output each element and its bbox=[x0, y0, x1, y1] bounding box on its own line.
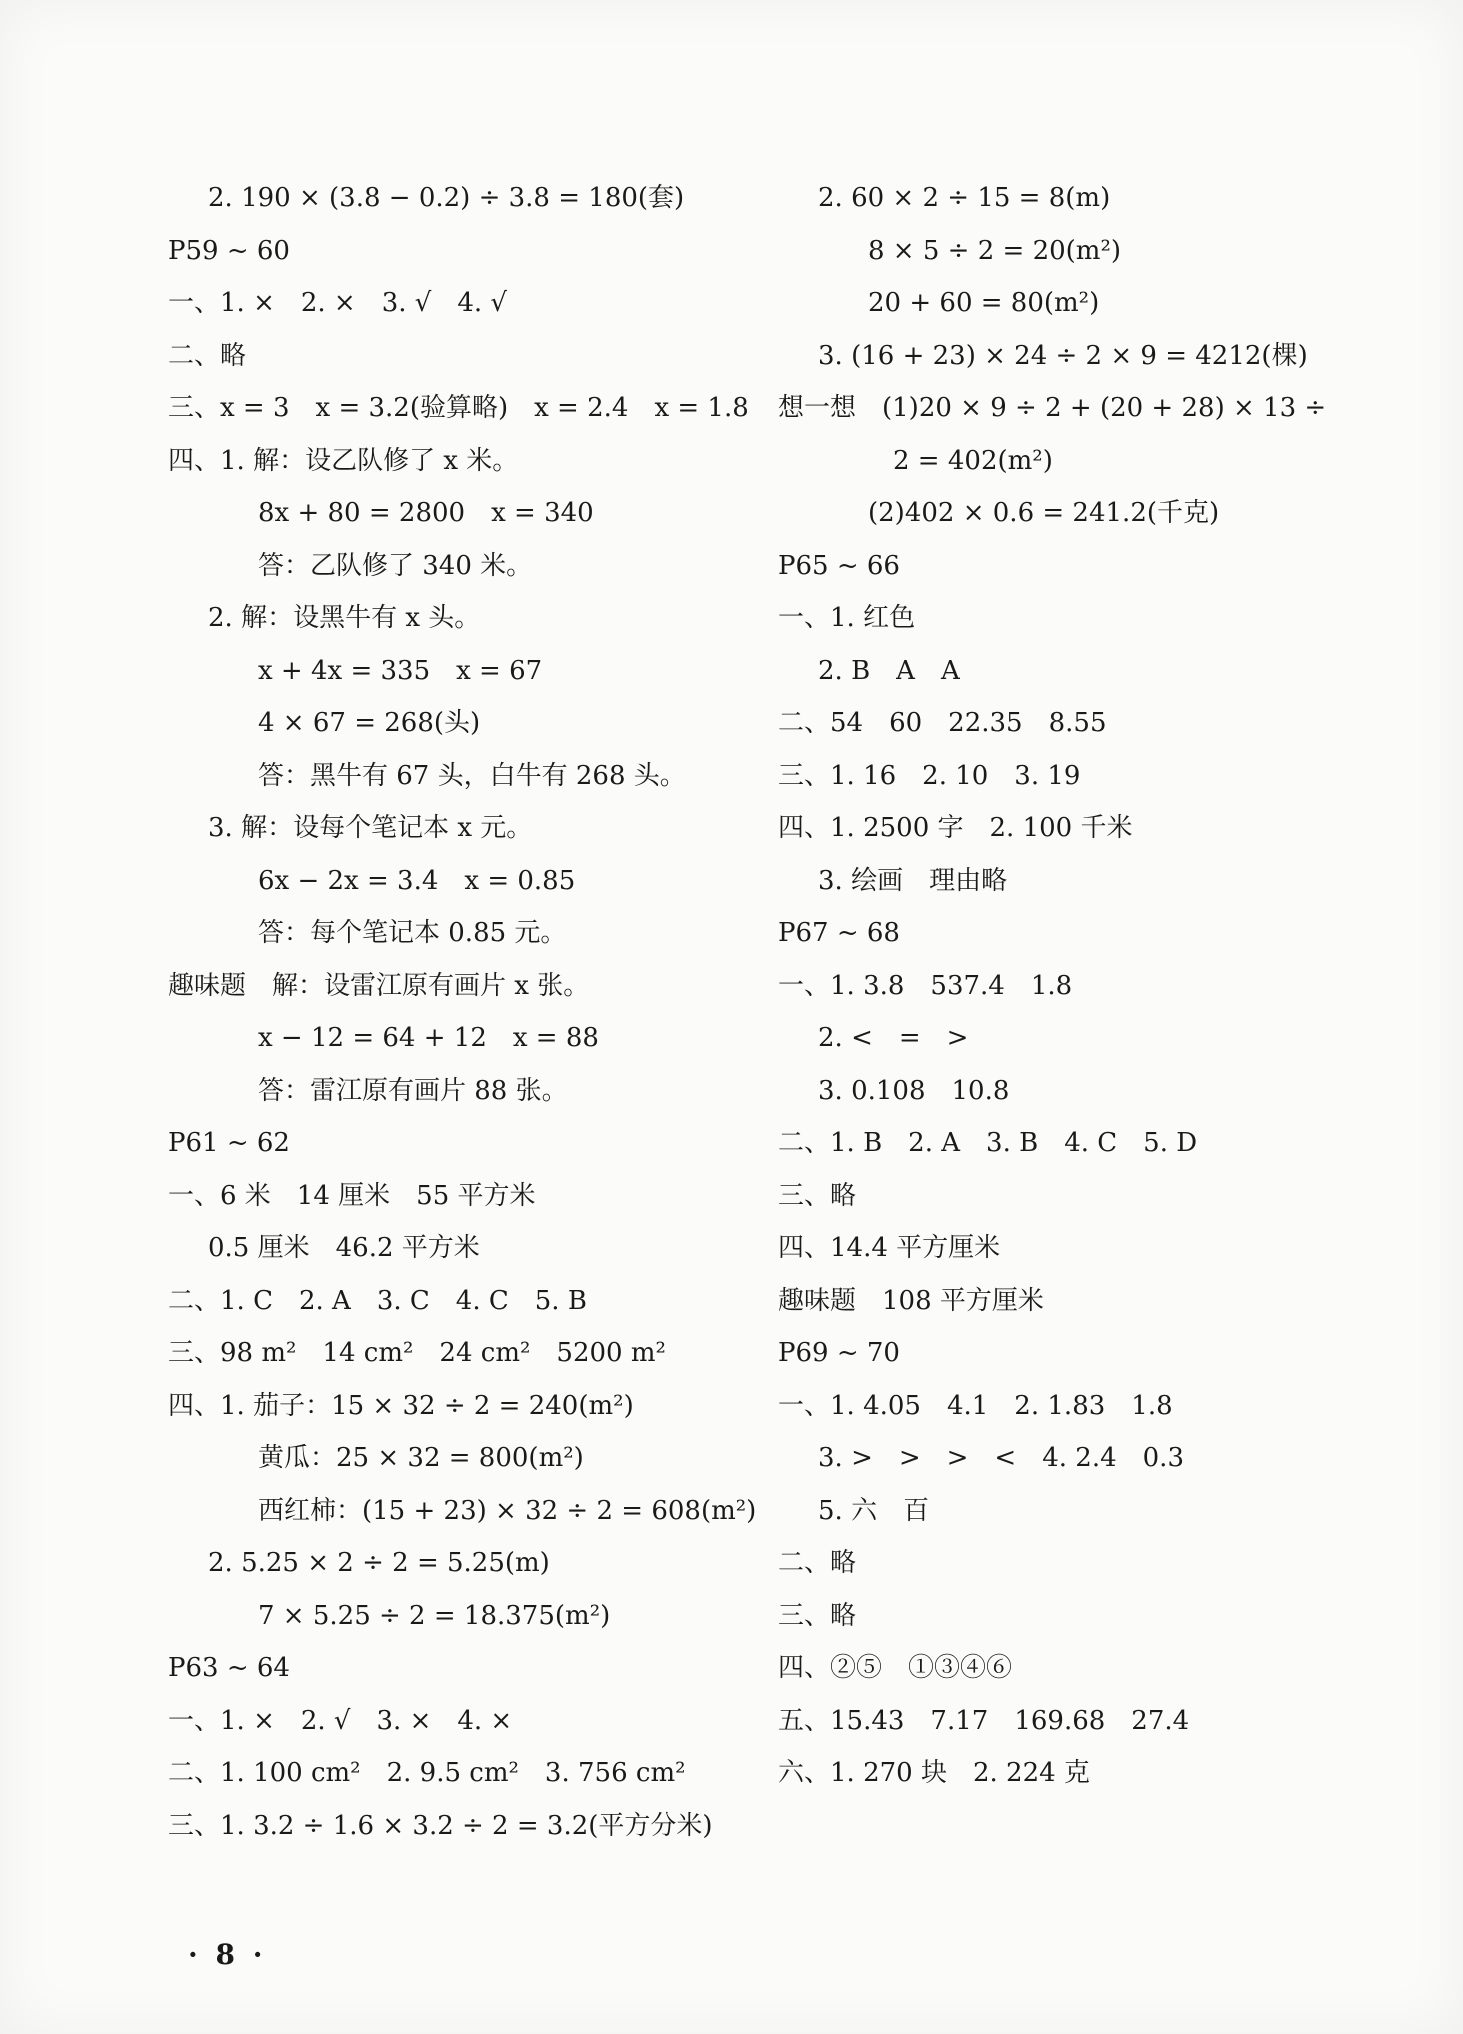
answer-line: P61 ~ 62 bbox=[168, 1128, 290, 1158]
answer-line: 四、1. 2500 字 2. 100 千米 bbox=[778, 813, 1133, 843]
answer-line: P63 ~ 64 bbox=[168, 1653, 290, 1683]
answer-line: 8x + 80 = 2800 x = 340 bbox=[258, 498, 594, 528]
answer-line: P67 ~ 68 bbox=[778, 918, 900, 948]
answer-line: 2. 190 × (3.8 − 0.2) ÷ 3.8 = 180(套) bbox=[208, 183, 685, 213]
answer-line: 三、1. 16 2. 10 3. 19 bbox=[778, 760, 1081, 791]
left-column bbox=[168, 172, 768, 1852]
answer-line: 2. < = > bbox=[818, 1023, 969, 1053]
answer-line: 3. > > > < 4. 2.4 0.3 bbox=[818, 1443, 1184, 1473]
answer-line: 一、6 米 14 厘米 55 平方米 bbox=[168, 1180, 536, 1211]
answer-line: 三、1. 3.2 ÷ 1.6 × 3.2 ÷ 2 = 3.2(平方分米) bbox=[168, 1810, 713, 1841]
answer-line: 二、略 bbox=[778, 1548, 857, 1578]
answer-line: 一、1. × 2. √ 3. × 4. × bbox=[168, 1705, 513, 1736]
answer-line: 西红柿：(15 + 23) × 32 ÷ 2 = 608(m²) bbox=[258, 1495, 757, 1526]
answer-line: 2. 60 × 2 ÷ 15 = 8(m) bbox=[818, 183, 1111, 213]
answer-line: 三、x = 3 x = 3.2(验算略) x = 2.4 x = 1.8 bbox=[168, 393, 749, 423]
answer-line: 2 = 402(m²) bbox=[893, 445, 1053, 476]
answer-line: 答：黑牛有 67 头，白牛有 268 头。 bbox=[258, 760, 686, 791]
answer-line: 五、15.43 7.17 169.68 27.4 bbox=[778, 1705, 1190, 1736]
answer-line: 答：乙队修了 340 米。 bbox=[258, 550, 533, 581]
answer-line: 5. 六 百 bbox=[818, 1495, 930, 1526]
answer-line: 答：雷江原有画片 88 张。 bbox=[258, 1075, 568, 1106]
answer-line: 20 + 60 = 80(m²) bbox=[868, 288, 1100, 318]
answer-line: 六、1. 270 块 2. 224 克 bbox=[778, 1758, 1090, 1788]
answer-line: 一、1. 4.05 4.1 2. 1.83 1.8 bbox=[778, 1390, 1173, 1421]
answer-line: 想一想 (1)20 × 9 ÷ 2 + (20 + 28) × 13 ÷ bbox=[778, 393, 1327, 423]
answer-line: 3. 解：设每个笔记本 x 元。 bbox=[208, 813, 533, 843]
answer-line: 趣味题 解：设雷江原有画片 x 张。 bbox=[168, 970, 590, 1001]
answer-line: 趣味题 108 平方厘米 bbox=[778, 1285, 1044, 1316]
answer-line: 0.5 厘米 46.2 平方米 bbox=[208, 1233, 480, 1263]
answer-line: 2. 解：设黑牛有 x 头。 bbox=[208, 603, 481, 633]
answer-line: 二、1. 100 cm² 2. 9.5 cm² 3. 756 cm² bbox=[168, 1758, 686, 1788]
answer-line: 一、1. × 2. × 3. √ 4. √ bbox=[168, 288, 507, 318]
answer-line: 二、1. B 2. A 3. B 4. C 5. D bbox=[778, 1128, 1198, 1158]
answer-line: (2)402 × 0.6 = 241.2(千克) bbox=[868, 498, 1220, 528]
answer-line: 三、略 bbox=[778, 1600, 857, 1631]
answer-line: x − 12 = 64 + 12 x = 88 bbox=[258, 1023, 599, 1053]
answer-line: 一、1. 3.8 537.4 1.8 bbox=[778, 970, 1073, 1001]
answer-line: 四、1. 茄子：15 × 32 ÷ 2 = 240(m²) bbox=[168, 1390, 634, 1421]
answer-line: 四、14.4 平方厘米 bbox=[778, 1233, 1001, 1263]
answer-line: 2. 5.25 × 2 ÷ 2 = 5.25(m) bbox=[208, 1548, 550, 1578]
answer-line: x + 4x = 335 x = 67 bbox=[258, 655, 543, 686]
answer-line: 6x − 2x = 3.4 x = 0.85 bbox=[258, 865, 576, 896]
answer-line: 2. B A A bbox=[818, 655, 960, 686]
answer-line: 二、54 60 22.35 8.55 bbox=[778, 708, 1107, 738]
answer-line: 二、1. C 2. A 3. C 4. C 5. B bbox=[168, 1285, 587, 1316]
answer-line: 四、1. 解：设乙队修了 x 米。 bbox=[168, 445, 519, 476]
answer-line: 8 × 5 ÷ 2 = 20(m²) bbox=[868, 235, 1122, 266]
page-number: · 8 · bbox=[188, 1938, 267, 1971]
answer-line: P59 ~ 60 bbox=[168, 235, 290, 266]
answer-line: 三、98 m² 14 cm² 24 cm² 5200 m² bbox=[168, 1338, 666, 1368]
answer-line: 黄瓜：25 × 32 = 800(m²) bbox=[258, 1443, 584, 1473]
answer-line: 一、1. 红色 bbox=[778, 603, 916, 633]
answer-line: 4 × 67 = 268(头) bbox=[258, 708, 481, 738]
answer-line: P65 ~ 66 bbox=[778, 550, 900, 581]
answer-line: 三、略 bbox=[778, 1180, 857, 1211]
answer-line: 二、略 bbox=[168, 340, 247, 371]
answer-line: 3. (16 + 23) × 24 ÷ 2 × 9 = 4212(棵) bbox=[818, 340, 1308, 371]
right-column bbox=[778, 172, 1378, 1800]
answer-line: 四、②⑤ ①③④⑥ bbox=[778, 1653, 1013, 1683]
answer-line: P69 ~ 70 bbox=[778, 1338, 900, 1368]
answer-line: 7 × 5.25 ÷ 2 = 18.375(m²) bbox=[258, 1600, 611, 1631]
answer-line: 3. 0.108 10.8 bbox=[818, 1075, 1010, 1106]
answer-line: 3. 绘画 理由略 bbox=[818, 865, 1008, 896]
answer-line: 答：每个笔记本 0.85 元。 bbox=[258, 918, 567, 948]
